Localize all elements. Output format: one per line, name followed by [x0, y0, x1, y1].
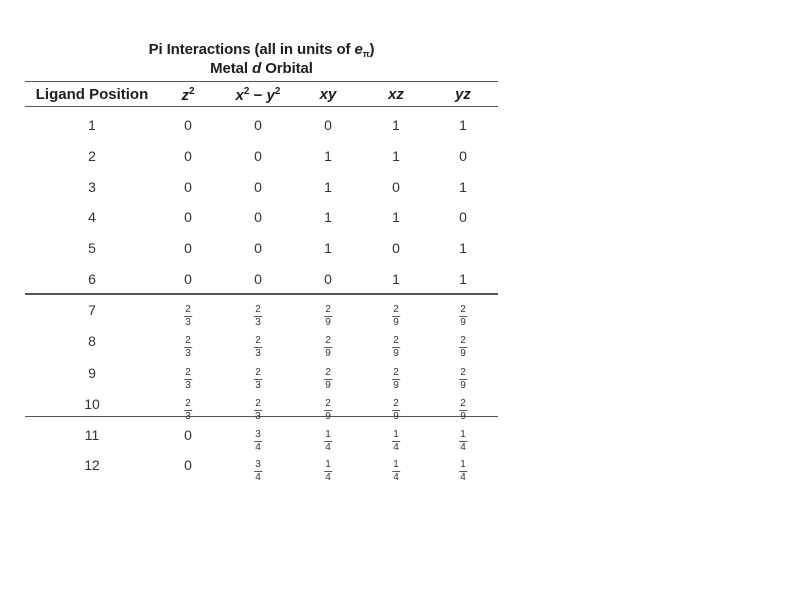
orbital-value-cell: 0: [392, 179, 400, 195]
ligand-position-cell: 12: [84, 457, 100, 473]
orbital-value-cell: 0: [184, 457, 192, 473]
fraction: $\frac{2}{9}$: [460, 335, 466, 359]
fraction: $\frac{2}{9}$: [393, 398, 399, 422]
orbital-value-cell: 0: [254, 148, 262, 164]
fraction: $\frac{1}{4}$: [460, 429, 466, 453]
ligand-position-cell: 5: [88, 240, 96, 256]
fraction: $\frac{2}{9}$: [325, 398, 331, 422]
orbital-value-cell: 1: [324, 179, 332, 195]
orbital-value-cell: 1: [459, 240, 467, 256]
orbital-value-cell: 1: [324, 148, 332, 164]
orbital-value-cell: [392, 362, 400, 391]
orbital-value-cell: 0: [459, 209, 467, 225]
ligand-position-cell: 7: [88, 302, 96, 318]
orbital-value-cell: [459, 362, 467, 391]
header-x2-y2: $x^2 - y^2$: [235, 86, 281, 104]
fraction: $\frac{2}{3}$: [255, 304, 261, 328]
fraction: $\frac{2}{9}$: [393, 335, 399, 359]
fraction: $\frac{2}{3}$: [185, 304, 191, 328]
orbital-value-cell: [459, 393, 467, 422]
orbital-value-cell: [254, 393, 262, 422]
fraction: $\frac{2}{3}$: [255, 367, 261, 391]
orbital-value-cell: 0: [184, 179, 192, 195]
fraction: $\frac{2}{3}$: [255, 335, 261, 359]
orbital-value-cell: 1: [392, 209, 400, 225]
header-bottom-rule: [25, 106, 498, 107]
fraction: $\frac{2}{9}$: [460, 367, 466, 391]
orbital-value-cell: 1: [459, 117, 467, 133]
ligand-position-cell: 2: [88, 148, 96, 164]
orbital-value-cell: [184, 393, 192, 422]
orbital-value-cell: 1: [324, 209, 332, 225]
orbital-value-cell: 0: [184, 209, 192, 225]
orbital-value-cell: 0: [184, 271, 192, 287]
orbital-value-cell: 0: [184, 148, 192, 164]
header-xz: xz: [388, 86, 404, 103]
fraction: $\frac{1}{4}$: [325, 459, 331, 483]
orbital-value-cell: [254, 330, 262, 359]
orbital-value-cell: [254, 299, 262, 328]
fraction: $\frac{2}{3}$: [185, 367, 191, 391]
orbital-value-cell: [392, 330, 400, 359]
orbital-value-cell: [324, 454, 332, 483]
ligand-position-cell: 6: [88, 271, 96, 287]
ligand-position-cell: 11: [84, 427, 100, 443]
orbital-value-cell: [254, 424, 262, 453]
orbital-value-cell: 1: [324, 240, 332, 256]
ligand-position-cell: 8: [88, 333, 96, 349]
orbital-value-cell: [324, 362, 332, 391]
orbital-value-cell: [392, 454, 400, 483]
fraction: $\frac{1}{4}$: [393, 429, 399, 453]
orbital-value-cell: [392, 299, 400, 328]
fraction: $\frac{2}{9}$: [325, 335, 331, 359]
orbital-value-cell: 0: [184, 427, 192, 443]
orbital-value-cell: 0: [184, 117, 192, 133]
header-z2: $z^2$: [181, 86, 195, 104]
orbital-value-cell: [324, 330, 332, 359]
fraction: $\frac{2}{9}$: [460, 304, 466, 328]
ligand-position-cell: 3: [88, 179, 96, 195]
orbital-value-cell: 0: [254, 209, 262, 225]
orbital-value-cell: [459, 454, 467, 483]
orbital-value-cell: 1: [392, 117, 400, 133]
group-separator-rule: [25, 293, 498, 295]
fraction: $\frac{1}{4}$: [460, 459, 466, 483]
orbital-value-cell: [392, 424, 400, 453]
header-yz: yz: [455, 86, 471, 103]
ligand-position-cell: 4: [88, 209, 96, 225]
orbital-value-cell: [324, 424, 332, 453]
fraction: $\frac{2}{3}$: [255, 398, 261, 422]
orbital-value-cell: 0: [459, 148, 467, 164]
ligand-position-cell: 1: [88, 117, 96, 133]
orbital-value-cell: 0: [324, 117, 332, 133]
fraction: $\frac{3}{4}$: [255, 429, 261, 453]
orbital-value-cell: 0: [392, 240, 400, 256]
fraction: $\frac{2}{9}$: [325, 304, 331, 328]
fraction: $\frac{2}{9}$: [393, 304, 399, 328]
fraction: $\frac{1}{4}$: [393, 459, 399, 483]
header-ligand-position: Ligand Position: [35, 86, 149, 103]
orbital-value-cell: 1: [392, 148, 400, 164]
orbital-value-cell: 0: [324, 271, 332, 287]
fraction: $\frac{2}{9}$: [393, 367, 399, 391]
orbital-value-cell: 1: [459, 271, 467, 287]
orbital-value-cell: 1: [392, 271, 400, 287]
table-subtitle: Metal d Orbital: [210, 60, 313, 77]
orbital-value-cell: [184, 299, 192, 328]
fraction: $\frac{3}{4}$: [255, 459, 261, 483]
orbital-value-cell: [392, 393, 400, 422]
orbital-value-cell: 0: [254, 240, 262, 256]
orbital-value-cell: 0: [254, 117, 262, 133]
orbital-value-cell: [459, 330, 467, 359]
orbital-value-cell: [324, 299, 332, 328]
table-title: Pi Interactions (all in units of $e_\pi$): [148, 41, 375, 59]
orbital-value-cell: 0: [254, 179, 262, 195]
header-top-rule: [25, 81, 498, 82]
ligand-position-cell: 9: [88, 365, 96, 381]
fraction: $\frac{2}{9}$: [325, 367, 331, 391]
fraction: $\frac{2}{3}$: [185, 335, 191, 359]
header-xy: xy: [319, 86, 337, 103]
fraction: $\frac{2}{9}$: [460, 398, 466, 422]
orbital-value-cell: [459, 424, 467, 453]
orbital-value-cell: [254, 454, 262, 483]
orbital-value-cell: 0: [254, 271, 262, 287]
ligand-position-cell: 10: [84, 396, 100, 412]
orbital-value-cell: [324, 393, 332, 422]
orbital-value-cell: [254, 362, 262, 391]
orbital-value-cell: [459, 299, 467, 328]
orbital-value-cell: 1: [459, 179, 467, 195]
fraction: $\frac{1}{4}$: [325, 429, 331, 453]
orbital-value-cell: [184, 330, 192, 359]
orbital-value-cell: 0: [184, 240, 192, 256]
fraction: $\frac{2}{3}$: [185, 398, 191, 422]
orbital-value-cell: [184, 362, 192, 391]
